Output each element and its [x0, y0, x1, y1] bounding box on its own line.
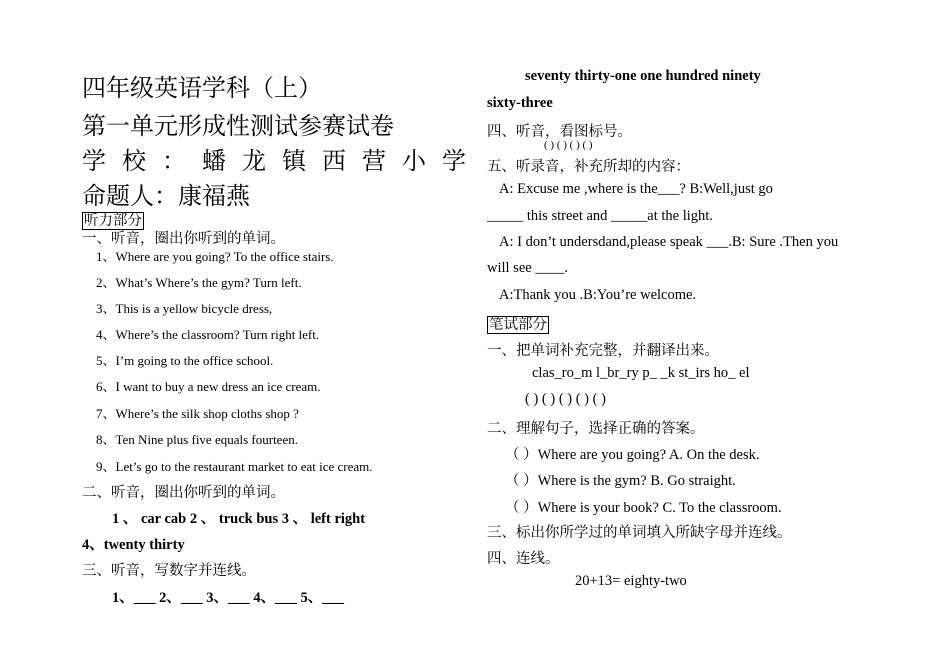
w4-heading: 四、连线。 [487, 551, 560, 567]
q3-blanks: 1、___ 2、___ 3、___ 4、___ 5、___ [112, 590, 344, 606]
q2-heading: 二、听音，圈出你听到的单词。 [82, 485, 285, 501]
school-char: 校 [122, 147, 146, 175]
q3-heading: 三、听音，写数字并连线。 [82, 563, 256, 579]
w1-parens: ( ) ( ) ( ) ( ) ( ) [525, 391, 606, 407]
numbers-line: seventy thirty-one one hundred ninety [525, 68, 761, 84]
q5-line: A:Thank you .B:You’re welcome. [499, 287, 697, 303]
q1-item: 6、I want to buy a new dress an ice cream. [96, 379, 321, 394]
school-char: 小 [402, 147, 426, 175]
w1-words: clas_ro_m l_br_ry p_ _k st_irs ho_ el [532, 365, 750, 381]
title-exam: 第一单元形成性测试参赛试卷 [82, 112, 394, 140]
w2-item: （ ）Where is your book? C. To the classroom. [505, 500, 782, 516]
numbers-line-2: sixty-three [487, 95, 553, 111]
w1-heading: 一、把单词补充完整，并翻译出来。 [487, 343, 719, 359]
q5-line: A: Excuse me ,where is the___? B:Well,just go [499, 181, 773, 197]
school-char: 学 [82, 147, 106, 175]
q1-item: 1、Where are you going? To the office stairs. [96, 249, 334, 264]
school-char: 营 [362, 147, 386, 175]
q1-item: 4、Where’s the classroom? Turn right left. [96, 327, 320, 342]
q2-line: 1 、 car cab 2 、 truck bus 3 、 left right [112, 511, 366, 527]
school-char: 蟠 [202, 147, 226, 175]
q1-item: 8、Ten Nine plus five equals fourteen. [96, 432, 298, 447]
q1-heading: 一、听音，圈出你听到的单词。 [82, 231, 285, 247]
w2-item: （ ）Where is the gym? B. Go straight. [505, 473, 736, 489]
w3-heading: 三、标出你所学过的单词填入所缺字母并连线。 [487, 525, 792, 541]
q5-line: _____ this street and _____at the light. [487, 208, 713, 224]
title-subject: 四年级英语学科（上） [82, 74, 322, 102]
school-char: 西 [322, 147, 346, 175]
q1-item: 9、Let’s go to the restaurant market to eat ice cream. [96, 459, 373, 474]
school-char: 龙 [242, 147, 266, 175]
listening-section-label: 听力部分 [84, 213, 142, 229]
writing-section-label: 笔试部分 [489, 317, 547, 333]
school-char: 镇 [282, 147, 306, 175]
q4-heading: 四、听音，看图标号。 [487, 124, 632, 140]
school-char: ： [162, 147, 186, 175]
q2-line: 4、twenty thirty [82, 537, 185, 553]
w2-item: （ ）Where are you going? A. On the desk. [505, 447, 760, 463]
author-line: 命题人：康福燕 [82, 182, 250, 210]
q5-line: will see ____. [487, 260, 568, 276]
q5-heading: 五、听录音，补充所却的内容： [487, 159, 690, 175]
q5-line: A: I don’t undersdand,please speak ___.B: Sure .Then you [499, 234, 839, 250]
school-char: 学 [442, 147, 466, 175]
q1-item: 7、Where’s the silk shop cloths shop ? [96, 406, 299, 421]
w4-line: 20+13= eighty-two [575, 573, 687, 589]
school-line [82, 141, 466, 176]
q1-item: 2、What’s Where’s the gym? Turn left. [96, 275, 302, 290]
q1-item: 3、This is a yellow bicycle dress, [96, 301, 273, 316]
q4-parens: ( ) ( ) ( ) ( ) [544, 139, 593, 151]
w2-heading: 二、理解句子，选择正确的答案。 [487, 421, 705, 437]
q1-item: 5、I’m going to the office school. [96, 353, 274, 368]
